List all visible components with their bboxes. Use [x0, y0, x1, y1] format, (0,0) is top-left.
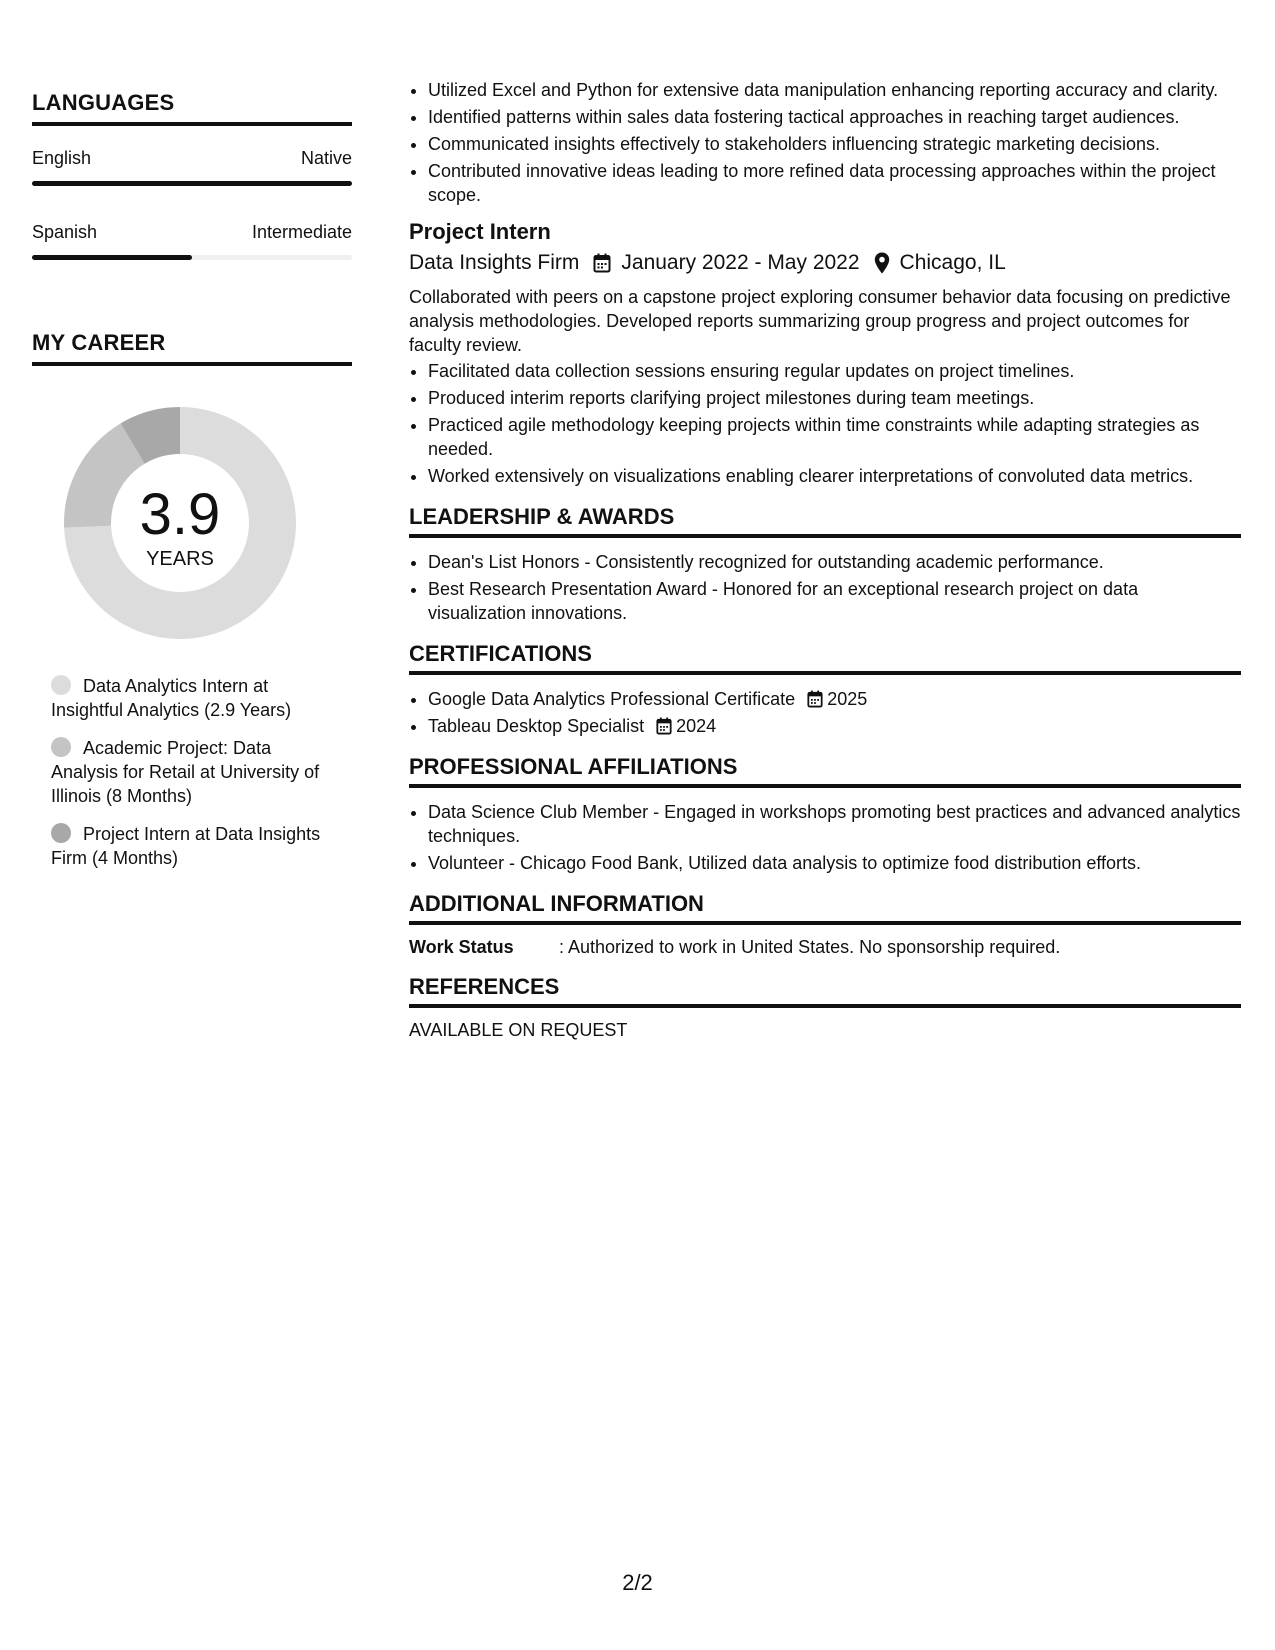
certification-item: [428, 687, 1241, 711]
career-total-years: 3.9: [139, 482, 221, 547]
legend-swatch: [51, 737, 71, 757]
right-column: [409, 78, 1241, 1041]
bullet-item: • Contributed innovative ideas leading to more refined data processing approaches within the project scope.: [428, 159, 1241, 207]
work-status-row: [409, 937, 1241, 958]
legend-label: Academic Project: Data Analysis for Retail at University of Illinois (8 Months): [51, 738, 320, 806]
legend-swatch: [51, 675, 71, 695]
legend-item: [51, 674, 321, 722]
language-level: Native: [300, 148, 352, 168]
job-summary: Collaborated with peers on a capstone project exploring consumer behavior data focusing on predictive analysis methodologies. Developed reports summarizing group progress and project outcomes for faculty review.: [409, 287, 1231, 355]
language-english: [32, 148, 352, 186]
language-level: Intermediate: [251, 222, 352, 242]
award-item: • Dean's List Honors - Consistently recognized for outstanding academic performance.: [428, 550, 1241, 574]
legend-swatch: [51, 823, 71, 843]
job-bullets: [409, 359, 1241, 488]
bullet-item: • Identified patterns within sales data fostering tactical approaches in reaching target audiences.: [428, 105, 1241, 129]
left-column: [32, 90, 352, 884]
career-donut-chart: [57, 400, 303, 646]
job-dates: January 2022 - May 2022: [621, 251, 860, 274]
donut-center: [57, 400, 303, 646]
work-status-label: Work Status: [409, 937, 514, 957]
calendar-icon: [593, 253, 611, 273]
language-spanish: [32, 222, 352, 260]
certifications-list: [409, 687, 1241, 738]
legend-item: [51, 822, 321, 870]
references-text: AVAILABLE ON REQUEST: [409, 1020, 628, 1040]
bullet-item: • Facilitated data collection sessions ensuring regular updates on project timelines.: [428, 359, 1241, 383]
language-proficiency-bar: [32, 181, 352, 186]
page-number: 2/2: [622, 1570, 653, 1595]
legend-label: Project Intern at Data Insights Firm (4 Months): [51, 824, 321, 868]
additional-info-heading: ADDITIONAL INFORMATION: [409, 891, 1241, 925]
leadership-heading: LEADERSHIP & AWARDS: [409, 504, 1241, 538]
job-location: Chicago, IL: [899, 251, 1006, 274]
leadership-list: [409, 550, 1241, 625]
award-item: • Best Research Presentation Award - Honored for an exceptional research project on data visualization innovations.: [428, 577, 1241, 625]
calendar-icon: [807, 690, 823, 708]
languages-heading: LANGUAGES: [32, 90, 352, 126]
certification-name: • Google Data Analytics Professional Certificate: [428, 689, 796, 709]
work-status-value: : Authorized to work in United States. No sponsorship required.: [559, 937, 1061, 957]
language-proficiency-fill: [32, 255, 192, 260]
bullet-item: • Worked extensively on visualizations enabling clearer interpretations of convoluted data metrics.: [428, 464, 1241, 488]
calendar-icon: [656, 717, 672, 735]
certification-item: [428, 714, 1241, 738]
job-meta: [409, 251, 1241, 275]
language-name: Spanish: [32, 222, 98, 242]
affiliations-heading: PROFESSIONAL AFFILIATIONS: [409, 754, 1241, 788]
job-company: Data Insights Firm: [409, 251, 580, 274]
bullet-item: • Produced interim reports clarifying project milestones during team meetings.: [428, 386, 1241, 410]
language-proficiency-bar: [32, 255, 352, 260]
bullet-item: • Utilized Excel and Python for extensive data manipulation enhancing reporting accuracy and clarity.: [428, 78, 1241, 102]
previous-job-bullets: [409, 78, 1241, 207]
certifications-heading: CERTIFICATIONS: [409, 641, 1241, 675]
certification-name: • Tableau Desktop Specialist: [428, 716, 645, 736]
certification-year: 2025: [827, 689, 868, 709]
certification-year: 2024: [676, 716, 717, 736]
legend-item: [51, 736, 321, 808]
affiliation-item: • Volunteer - Chicago Food Bank, Utilized data analysis to optimize food distribution efforts.: [428, 851, 1241, 875]
legend-label: Data Analytics Intern at Insightful Analytics (2.9 Years): [51, 676, 292, 720]
career-total-unit: YEARS: [146, 548, 214, 570]
affiliations-list: [409, 800, 1241, 875]
job-title: Project Intern: [409, 219, 551, 244]
career-heading: MY CAREER: [32, 330, 352, 366]
map-pin-icon: [874, 252, 890, 274]
bullet-item: • Practiced agile methodology keeping projects within time constraints while adapting strategies as needed.: [428, 413, 1241, 461]
bullet-item: • Communicated insights effectively to stakeholders influencing strategic marketing decisions.: [428, 132, 1241, 156]
affiliation-item: • Data Science Club Member - Engaged in workshops promoting best practices and advanced analytics techniques.: [428, 800, 1241, 848]
career-legend: [51, 674, 321, 870]
references-heading: REFERENCES: [409, 974, 1241, 1008]
language-name: English: [32, 148, 92, 168]
language-proficiency-fill: [32, 181, 352, 186]
